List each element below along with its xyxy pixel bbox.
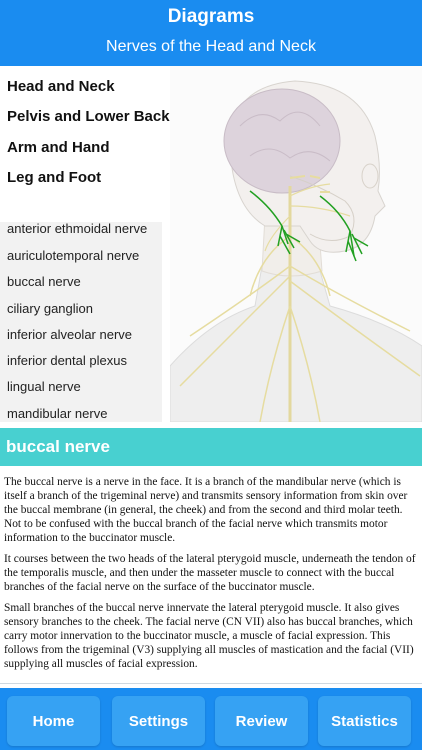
nerve-item[interactable]: inferior dental plexus [7,353,127,368]
divider [0,683,422,684]
category-item-pelvis-lower-back[interactable]: Pelvis and Lower Back [7,108,170,125]
tab-statistics[interactable]: Statistics [318,696,411,746]
page-title: Diagrams [167,6,255,27]
nerve-item[interactable]: mandibular nerve [7,406,108,421]
tab-bar [0,688,422,750]
nerve-item[interactable]: ciliary ganglion [7,301,93,316]
description-paragraph: It courses between the two heads of the lateral pterygoid muscle, underneath the tendon of the temporalis muscle, and then under the masseter muscle to connect with the buccal branches of the facial nerve on the surface of the buccinator muscle. [4,553,416,593]
category-item-arm-hand[interactable]: Arm and Hand [7,139,110,156]
tab-review[interactable]: Review [215,696,308,746]
description-paragraph: Small branches of the buccal nerve innervate the lateral pterygoid muscle. It also gives sensory branches to the cheek. The facial nerve (CN VII) also has buccal branches, which carry motor innervation to the buccinator muscle, a muscle of facial expression. This follows from the trigeminal (V3) supplying all muscles of mastication and the facial (VII) supplying all muscles of facial expression. [4,602,414,670]
header-bar [0,0,422,66]
category-item-leg-foot[interactable]: Leg and Foot [7,169,102,186]
category-item-head-neck[interactable]: Head and Neck [7,78,115,95]
nerve-item[interactable]: auriculotemporal nerve [7,248,140,263]
selected-nerve-bar [0,428,422,466]
tab-home[interactable]: Home [7,696,100,746]
nerve-description [4,475,418,678]
description-paragraph: The buccal nerve is a nerve in the face. It is a branch of the mandibular nerve (which is itself a branch of the trigeminal nerve) and transmits sensory information from skin over the buccal membrane (in general, the cheek) and from the second and third molar teeth. Not to be confused with the buccal branch of the facial nerve which transmits motor information to the buccinator muscle. [4,476,408,544]
tab-settings[interactable]: Settings [112,696,205,746]
head-neck-illustration [170,66,422,422]
nerve-item[interactable]: lingual nerve [7,379,81,394]
page-subtitle: Nerves of the Head and Neck [106,38,316,55]
nerve-list[interactable] [0,222,162,422]
nerve-item[interactable]: anterior ethmoidal nerve [7,222,148,236]
anatomy-diagram[interactable] [170,66,422,422]
nerve-item[interactable]: inferior alveolar nerve [7,327,133,342]
selected-nerve-label: buccal nerve [6,437,110,456]
nerve-item[interactable]: buccal nerve [7,274,81,289]
